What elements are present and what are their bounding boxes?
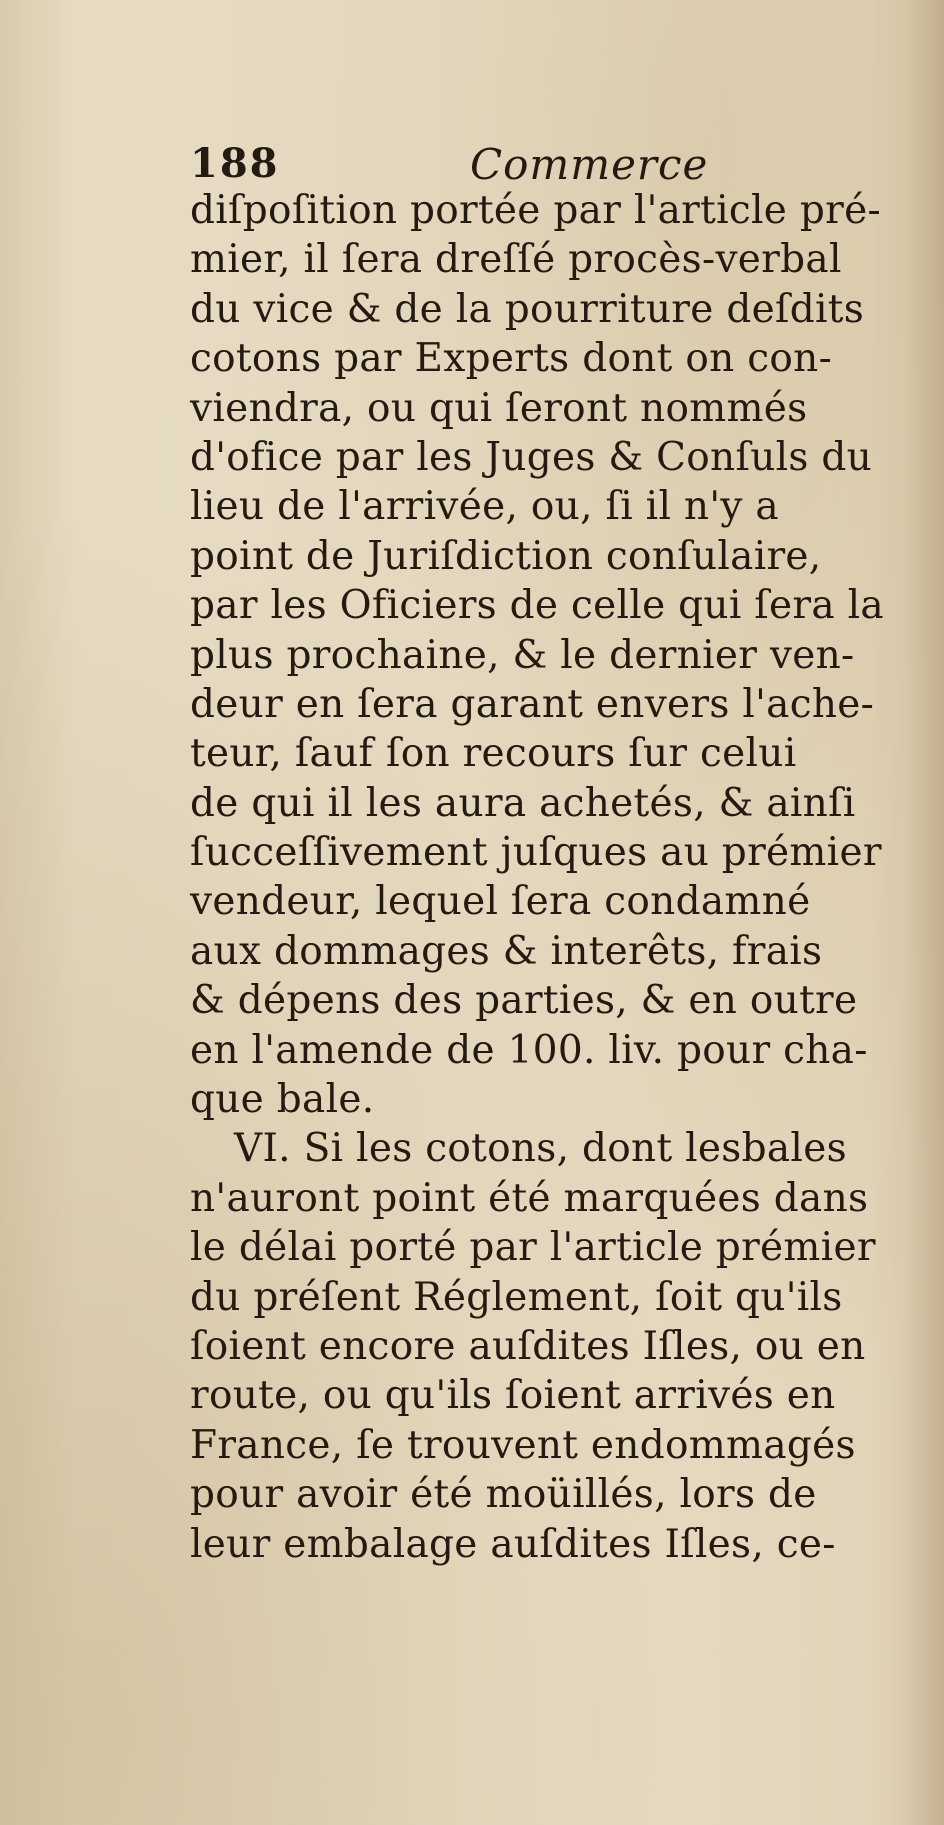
text-line: lieu de l'arrivée, ou, ſi il n'y a <box>190 484 779 530</box>
text-line: n'auront point été marquées dans <box>190 1175 869 1221</box>
text-line: route, ou qu'ils ſoient arrivés en <box>190 1373 836 1419</box>
text-line: & dépens des parties, & en outre <box>190 978 858 1024</box>
text-line: viendra, ou qui ſeront nommés <box>190 385 808 431</box>
text-line: leur embalage auſdites Iſles, ce- <box>190 1521 836 1567</box>
text-line: teur, ſauf ſon recours ſur celui <box>190 731 797 777</box>
text-line: diſpoſition portée par l'article pré- <box>190 188 881 233</box>
text-line: du vice & de la pourriture deſdits <box>190 286 865 332</box>
text-line: que bale. <box>190 1077 375 1123</box>
text-line: de qui il les aura achetés, & ainſi <box>190 780 856 826</box>
text-line: France, ſe trouvent endommagés <box>190 1422 856 1468</box>
text-line: d'ofice par les Juges & Conſuls du <box>190 434 873 480</box>
text-line: vendeur, lequel ſera condamné <box>190 879 811 925</box>
text-line: du préſent Réglement, ſoit qu'ils <box>190 1274 843 1320</box>
text-line: point de Juriſdiction conſulaire, <box>190 533 822 579</box>
text-line: ſoient encore auſdites Iſles, ou en <box>190 1323 866 1369</box>
text-line: cotons par Experts dont on con- <box>190 336 833 382</box>
page-number: 188 <box>190 140 280 187</box>
text-line: en l'amende de 100. liv. pour cha- <box>190 1027 868 1073</box>
text-line: le délai porté par l'article prémier <box>190 1225 876 1271</box>
text-line: plus prochaine, & le dernier ven- <box>190 632 855 678</box>
body-text <box>190 186 920 1569</box>
article-heading-line: VI. Si les cotons, dont lesbales <box>234 1126 847 1172</box>
text-line: deur en ſera garant envers l'ache- <box>190 681 875 727</box>
text-line: pour avoir été moüillés, lors de <box>190 1472 817 1518</box>
text-line: par les Oficiers de celle qui ſera la <box>190 583 884 629</box>
running-head: Commerce <box>470 140 709 189</box>
text-line: ſucceſſivement juſques au prémier <box>190 830 882 876</box>
text-line: aux dommages & interêts, frais <box>190 928 823 974</box>
text-line: mier, il ſera dreſſé procès-verbal <box>190 237 842 283</box>
